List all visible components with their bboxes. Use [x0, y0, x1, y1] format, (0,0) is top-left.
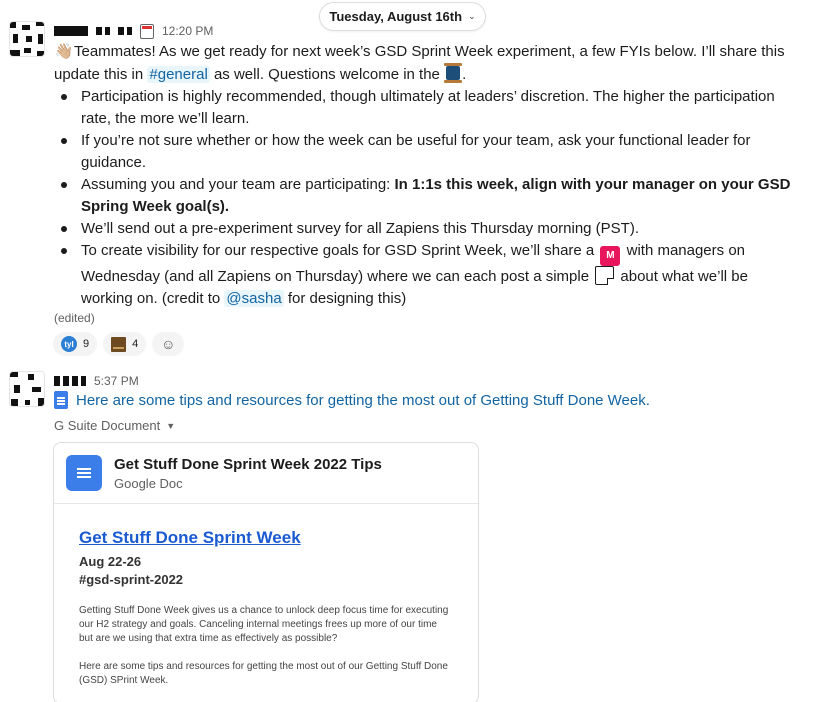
- thread-spool-icon: [444, 63, 462, 83]
- doc-preview[interactable]: [54, 504, 478, 688]
- list-item: We’ll send out a pre-experiment survey for all Zapiens this Thursday morning (PST).: [54, 218, 794, 240]
- date-divider[interactable]: [319, 2, 486, 31]
- reaction-coffee[interactable]: [103, 332, 146, 356]
- google-doc-icon: [54, 391, 68, 409]
- preview-dates: Aug 22-26: [79, 554, 142, 569]
- reaction-count: 4: [132, 338, 139, 350]
- channel-link[interactable]: #general: [149, 66, 208, 83]
- wave-icon: 👋🏼: [54, 43, 74, 60]
- sender-name-redacted: [96, 27, 110, 35]
- doc-link-row: [54, 391, 650, 409]
- message-header: [54, 22, 213, 40]
- reactions-bar: [53, 332, 184, 356]
- timestamp[interactable]: 5:37 PM: [94, 374, 139, 388]
- reaction-count: 9: [83, 338, 90, 350]
- list-item: If you’re not sure whether or how the week can be useful for your team, ask your functional leader for guidance.: [54, 130, 794, 174]
- message-body: [54, 41, 794, 310]
- user-mention[interactable]: @sasha: [226, 290, 282, 307]
- doc-title[interactable]: Get Stuff Done Sprint Week 2022 Tips: [114, 455, 382, 473]
- add-reaction-icon: ☺: [161, 336, 176, 352]
- tyl-icon: tyl: [61, 336, 77, 352]
- edited-label: (edited): [54, 311, 95, 325]
- message-intro: 👋🏼Teammates! As we get ready for next week’s GSD Sprint Week experiment, a few FYIs below. I’ll share this update this in #general as well. Questions welcome in the .: [54, 43, 785, 83]
- monday-board-icon: M: [600, 246, 620, 266]
- bullet-list: [54, 86, 794, 310]
- sender-name-redacted-2: [118, 27, 132, 35]
- doc-subtitle: Google Doc: [114, 475, 183, 491]
- doc-card-header[interactable]: [54, 443, 478, 504]
- note-icon: [595, 266, 614, 285]
- list-item: Participation is highly recommended, though ultimately at leaders’ discretion. The higher the participation rate, the more we’ll learn.: [54, 86, 794, 130]
- date-label: Tuesday, August 16th: [329, 9, 463, 24]
- google-doc-icon: [66, 455, 102, 491]
- timestamp[interactable]: 12:20 PM: [162, 24, 214, 38]
- list-item: Assuming you and your team are participating: In 1:1s this week, align with your manager on your GSD Spring Week goal(s).: [54, 174, 794, 218]
- preview-channel: #gsd-sprint-2022: [79, 572, 184, 587]
- calendar-status-icon: [140, 24, 154, 39]
- doc-link[interactable]: Here are some tips and resources for getting the most out of Getting Stuff Done Week.: [76, 391, 650, 409]
- list-item: To create visibility for our respective goals for GSD Sprint Week, we’ll share a M with managers on Wednesday (and all Zapiens on Thursday) where we can each post a simple about what we’ll be working on. (credit to @sasha for designing this): [54, 240, 794, 310]
- preview-title: Get Stuff Done Sprint Week: [79, 528, 301, 547]
- doc-preview-card[interactable]: [53, 442, 479, 702]
- caret-down-icon: ▼: [166, 420, 176, 431]
- add-reaction-button[interactable]: [152, 332, 184, 356]
- avatar[interactable]: [9, 371, 45, 407]
- message-header: [54, 372, 139, 390]
- sender-name[interactable]: [54, 26, 88, 36]
- attachment-label[interactable]: G Suite Document ▼: [54, 418, 176, 433]
- preview-paragraph: Getting Stuff Done Week gives us a chance to unlock deep focus time for executing our H2 strategy and goals. Canceling internal meetings frees up more of our time but are we using that extra time as effectively as possible?: [79, 605, 449, 644]
- coffee-icon: [111, 337, 126, 352]
- preview-paragraph: Here are some tips and resources for getting the most out of our Getting Stuff Done (GSD) SPrint Week.: [79, 661, 448, 686]
- chevron-down-icon: ⌄: [468, 11, 476, 21]
- avatar[interactable]: [9, 21, 45, 57]
- sender-name[interactable]: [54, 376, 86, 386]
- reaction-tyl[interactable]: [53, 332, 97, 356]
